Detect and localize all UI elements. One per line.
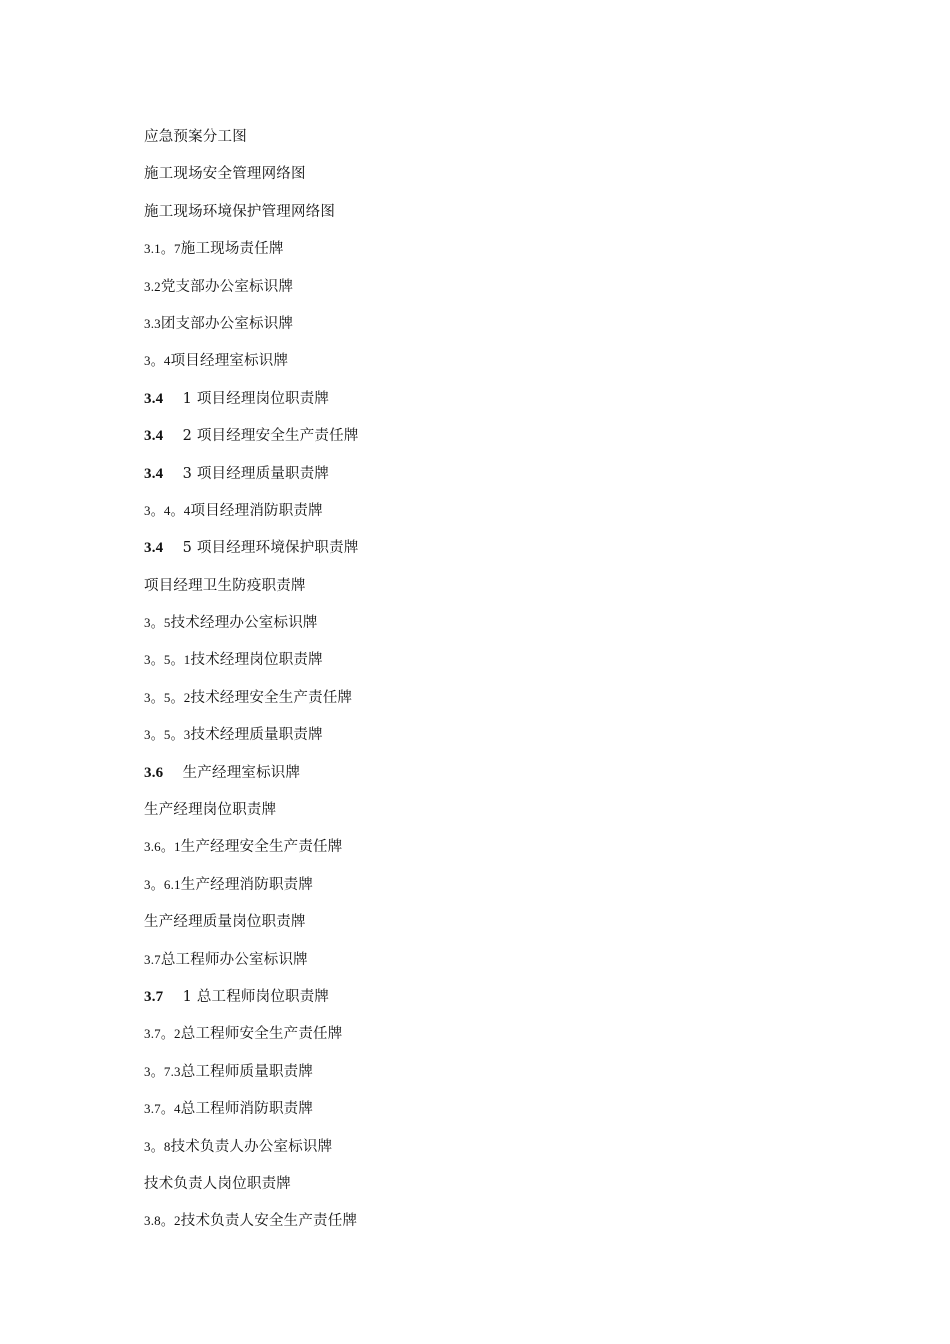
toc-item-number: 3。6.1	[144, 876, 181, 892]
toc-item-number: 3.8。2	[144, 1213, 181, 1229]
toc-item-number: 3.4	[144, 428, 164, 445]
toc-item-text: 生产经理消防职责牌	[180, 876, 314, 893]
toc-item-number: 3。7.3	[144, 1063, 181, 1079]
toc-item-text: 党支部办公室标识牌	[160, 278, 294, 295]
toc-item	[144, 950, 359, 987]
toc-item-text: 技术经理岗位职责牌	[190, 652, 323, 669]
toc-item-text: 项目经理消防职责牌	[190, 502, 323, 519]
toc-item-text: 应急预案分工图	[144, 129, 247, 145]
toc-item-number: 3.4	[144, 465, 164, 482]
toc-item-number: 3.4	[144, 540, 164, 557]
toc-item-text: 生产经理质量岗位职责牌	[144, 914, 306, 931]
toc-item	[144, 1211, 359, 1248]
toc-item-number: 3。5。1	[144, 652, 191, 668]
toc-item-number: 3。5	[144, 615, 171, 631]
toc-item	[144, 127, 359, 164]
toc-item-text: 生产经理岗位职责牌	[144, 802, 277, 819]
toc-item	[144, 426, 359, 463]
toc-item	[144, 725, 359, 762]
table-of-contents	[144, 127, 359, 1249]
toc-item-number: 3.4	[144, 390, 164, 407]
toc-item-number: 3。5。3	[144, 727, 191, 743]
toc-item-number: 3.6。1	[144, 839, 181, 855]
toc-item-text: 技术负责人办公室标识牌	[170, 1138, 333, 1155]
toc-item-number: 3。4	[144, 353, 171, 369]
toc-item	[144, 239, 359, 276]
toc-item-text: 3 项目经理质量职责牌	[163, 465, 330, 482]
toc-item-number: 3.7	[144, 988, 164, 1005]
toc-item-text: 总工程师安全生产责任牌	[180, 1026, 343, 1043]
toc-item	[144, 912, 359, 949]
toc-item-text: 1 项目经理岗位职责牌	[163, 390, 330, 407]
toc-item-number: 3.7。2	[144, 1026, 181, 1042]
toc-item	[144, 875, 359, 912]
toc-item-text: 技术负责人安全生产责任牌	[180, 1213, 358, 1230]
toc-item-number: 3.7	[144, 951, 161, 967]
toc-item-number: 3。8	[144, 1138, 171, 1154]
toc-item	[144, 1174, 359, 1211]
toc-item	[144, 538, 359, 575]
toc-item-text: 团支部办公室标识牌	[160, 315, 294, 332]
toc-item	[144, 501, 359, 538]
toc-item-text: 项目经理室标识牌	[170, 353, 289, 370]
toc-item	[144, 1137, 359, 1174]
toc-item-number: 3.2	[144, 278, 161, 294]
toc-item-text: 1 总工程师岗位职责牌	[163, 988, 330, 1005]
toc-item-text: 技术经理办公室标识牌	[170, 615, 318, 632]
toc-item	[144, 576, 359, 613]
toc-item-text: 施工现场责任牌	[180, 241, 284, 258]
toc-item-text: 生产经理安全生产责任牌	[180, 839, 343, 856]
toc-item	[144, 1024, 359, 1061]
toc-item	[144, 763, 359, 800]
toc-item	[144, 314, 359, 351]
toc-item	[144, 202, 359, 239]
toc-item-text: 技术负责人岗位职责牌	[144, 1175, 291, 1192]
toc-item-text: 总工程师质量职责牌	[180, 1063, 314, 1080]
toc-item-text: 项目经理卫生防疫职责牌	[144, 577, 306, 594]
toc-item-number: 3.6	[144, 764, 164, 781]
toc-item-text: 施工现场安全管理网络图	[144, 166, 306, 183]
toc-item	[144, 650, 359, 687]
toc-item-text: 总工程师消防职责牌	[180, 1101, 314, 1118]
toc-item-text: 总工程师办公室标识牌	[160, 951, 308, 968]
toc-item-number: 3.1。7	[144, 241, 181, 257]
toc-item-text: 技术经理安全生产责任牌	[190, 689, 353, 706]
toc-item	[144, 987, 359, 1024]
toc-item	[144, 389, 359, 426]
toc-item	[144, 164, 359, 201]
toc-item	[144, 837, 359, 874]
toc-item-text: 5 项目经理环境保护职责牌	[163, 540, 359, 557]
toc-item-text: 2 项目经理安全生产责任牌	[163, 428, 359, 445]
toc-item-number: 3。4。4	[144, 502, 191, 518]
toc-item-number: 3。5。2	[144, 689, 191, 705]
toc-item	[144, 277, 359, 314]
toc-item	[144, 1099, 359, 1136]
toc-item-text: 生产经理室标识牌	[163, 764, 301, 781]
toc-item	[144, 464, 359, 501]
toc-item	[144, 688, 359, 725]
toc-item	[144, 1062, 359, 1099]
toc-item	[144, 800, 359, 837]
toc-item-number: 3.7。4	[144, 1101, 181, 1117]
toc-item	[144, 613, 359, 650]
toc-item-text: 技术经理质量职责牌	[190, 727, 323, 744]
toc-item-number: 3.3	[144, 315, 161, 331]
toc-item	[144, 351, 359, 388]
toc-item-text: 施工现场环境保护管理网络图	[144, 203, 336, 220]
